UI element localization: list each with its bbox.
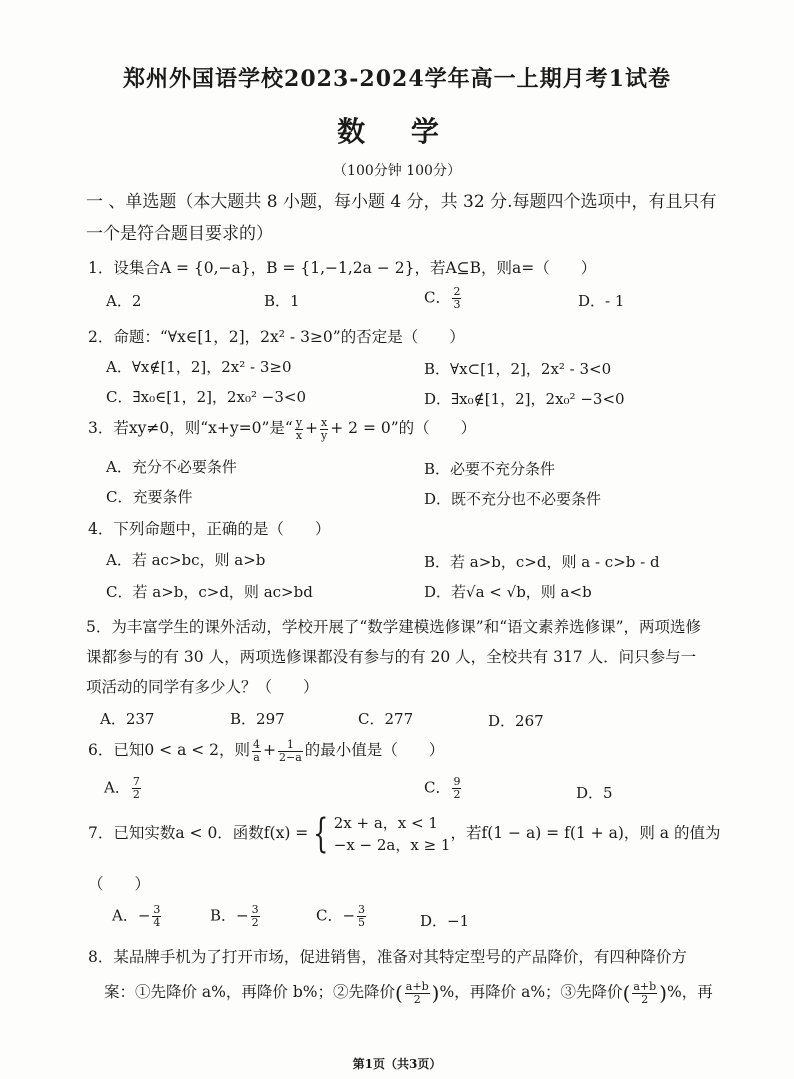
q7-case-1: 2x + a，x < 1: [333, 814, 438, 832]
q6-option-c-fraction: [452, 776, 461, 801]
q3-stem-post: + 2 = 0”的（ ）: [330, 419, 477, 437]
q6-option-a: [104, 776, 143, 801]
fraction-numerator: 7: [132, 775, 140, 788]
fraction-numerator: a+b: [633, 979, 657, 993]
plus-sign: +: [305, 419, 319, 437]
q1-option-d: D．- 1: [578, 292, 625, 310]
q8-fraction-1: [405, 981, 430, 1006]
q1-stem: 1．设集合A = {0,−a}，B = {1,−1,2a − 2}，若A⊆B，则a=（ ）: [88, 259, 597, 277]
fraction-denominator: a: [253, 750, 260, 764]
q3-stem-pre: 3．若xy≠0，则“x+y=0”是“: [88, 419, 293, 437]
subject-title: 数 学: [337, 115, 457, 148]
q4-stem: 4．下列命题中，正确的是（ ）: [88, 520, 331, 538]
q2-option-a: A．∀x∉[1，2]，2x² - 3≥0: [106, 358, 292, 376]
q3-fraction-1: [295, 417, 303, 442]
fraction-numerator: 2: [453, 285, 461, 298]
fraction-numerator: 3: [153, 903, 161, 916]
section-heading: 一 、单选题（本大题共 8 小题，每小题 4 分，共 32 分.每题四个选项中，有且只有一个是符合题目要求的）: [86, 192, 717, 244]
q6-stem-post: 的最小值是（ ）: [304, 741, 445, 759]
q7-option-a-label: A．−: [112, 906, 151, 925]
q7-stem-post: ，若f(1 − a) = f(1 + a)，则 a 的值为: [450, 824, 721, 842]
fraction-numerator: 3: [251, 903, 259, 916]
q3-option-b: B．必要不充分条件: [424, 460, 556, 478]
q8-line1: 8．某品牌手机为了打开市场，促进销售，准备对其特定型号的产品降价，有四种降价方: [88, 948, 687, 966]
page-footer: 第1页（共3页）: [352, 1057, 442, 1071]
fraction-denominator: y: [321, 428, 328, 442]
fraction-denominator: 2: [132, 788, 140, 801]
q5-text: 5．为丰富学生的课外活动，学校开展了“数学建模选修课”和“语文素养选修课”，两项选修课都参与的有 30 人，两项选修课都没有参与的有 20 人，全校共有 317 人．问只参与一项活动的同学有多少人？（ ）: [86, 618, 702, 696]
q3-option-a: A．充分不必要条件: [106, 458, 237, 476]
q7-paren: （ ）: [88, 875, 151, 893]
q2-option-c: C．∃x₀∈[1，2]，2x₀² −3<0: [106, 388, 307, 406]
q2-option-b: B．∀x⊂[1，2]，2x² - 3<0: [424, 360, 612, 378]
q7-option-b-fraction: [251, 904, 260, 929]
q7-option-c-label: C．−: [316, 906, 356, 925]
q8-line2: [104, 980, 713, 1006]
q4-option-c: C．若 a>b，c>d，则 ac>bd: [106, 583, 313, 601]
q5-option-a: A．237: [100, 710, 155, 728]
fraction-denominator: 2: [453, 788, 461, 801]
fraction-numerator: 4: [253, 737, 261, 751]
fraction-denominator: 4: [153, 916, 161, 929]
q1-option-b: B．1: [264, 292, 300, 310]
q6-option-a-label: A．: [104, 778, 130, 797]
q7-option-a-fraction: [152, 904, 161, 929]
fraction-numerator: 3: [358, 903, 366, 916]
fraction-numerator: 9: [453, 775, 461, 788]
q6-fraction-1: [252, 739, 261, 764]
fraction-denominator: 2: [641, 992, 649, 1006]
time-score: （100分钟 100分）: [333, 163, 461, 179]
q6-option-d: D．5: [576, 784, 613, 802]
q7-option-b-label: B．−: [210, 906, 249, 925]
q1-option-c-fraction: [452, 286, 461, 311]
q1-option-c: [424, 286, 463, 311]
fraction-numerator: x: [321, 415, 328, 429]
q8-line2-part3: %，再: [667, 983, 713, 1001]
q7-option-d: D．−1: [420, 912, 470, 930]
q8-line2-part1: 案：①先降价 a%，再降价 b%；②先降价: [104, 983, 395, 1001]
left-paren: (: [622, 981, 631, 1005]
plus-sign: +: [263, 741, 277, 759]
fraction-denominator: 2: [413, 992, 421, 1006]
fraction-numerator: 1: [278, 739, 303, 752]
q2-option-d: D．∃x₀∉[1，2]，2x₀² −3<0: [424, 390, 625, 408]
fraction-denominator: x: [295, 428, 303, 442]
q6-option-c-label: C．: [424, 778, 451, 797]
q4-option-b: B．若 a>b，c>d，则 a - c>b - d: [424, 553, 660, 571]
fraction-denominator: 5: [358, 916, 366, 929]
right-paren: ): [659, 981, 668, 1005]
q7-option-a: [112, 904, 163, 929]
q2-stem: 2．命题：“∀x∈[1，2]，2x² - 3≥0”的否定是（ ）: [88, 328, 465, 346]
fraction-denominator: 2−a: [279, 750, 302, 764]
q5-option-b: B．297: [230, 710, 285, 728]
q5-option-c: C．277: [358, 710, 414, 728]
q7-option-c: [316, 904, 368, 929]
q8-line2-part2: %，再降价 a%；③先降价: [439, 983, 623, 1001]
q1-option-c-label: C．: [424, 288, 451, 307]
q4-option-d: D．若√a < √b，则 a<b: [424, 583, 592, 601]
q7-stem: [88, 812, 720, 856]
exam-title: 郑州外国语学校2023-2024学年高一上期月考1试卷: [123, 66, 671, 92]
fraction-denominator: 3: [453, 298, 461, 311]
q4-option-a: A．若 ac>bc，则 a>b: [106, 551, 266, 569]
q7-option-b: [210, 904, 262, 929]
q8-fraction-2: [632, 981, 657, 1006]
q6-option-a-fraction: [132, 776, 141, 801]
q6-stem: [88, 738, 444, 764]
q3-stem: [88, 416, 476, 442]
left-paren: (: [394, 981, 403, 1005]
q3-option-c: C．充要条件: [106, 488, 193, 506]
q3-option-d: D．既不充分也不必要条件: [424, 490, 602, 508]
fraction-numerator: a+b: [405, 979, 429, 993]
q7-piecewise-cases: [334, 812, 451, 856]
left-brace: {: [313, 811, 329, 857]
q6-stem-pre: 6．已知0 < a < 2，则: [88, 741, 251, 759]
q7-stem-pre: 7．已知实数a < 0．函数f(x) =: [88, 824, 309, 842]
q7-option-c-fraction: [357, 904, 366, 929]
q5-option-d: D．267: [488, 712, 544, 730]
q6-fraction-2: [278, 739, 303, 764]
q3-fraction-2: [320, 417, 328, 442]
fraction-denominator: 2: [251, 916, 259, 929]
q7-case-2: −x − 2a，x ≥ 1: [333, 836, 451, 854]
q1-option-a: A．2: [106, 292, 142, 310]
q6-option-c: [424, 776, 463, 801]
fraction-numerator: y: [295, 415, 303, 429]
right-paren: ): [431, 981, 440, 1005]
